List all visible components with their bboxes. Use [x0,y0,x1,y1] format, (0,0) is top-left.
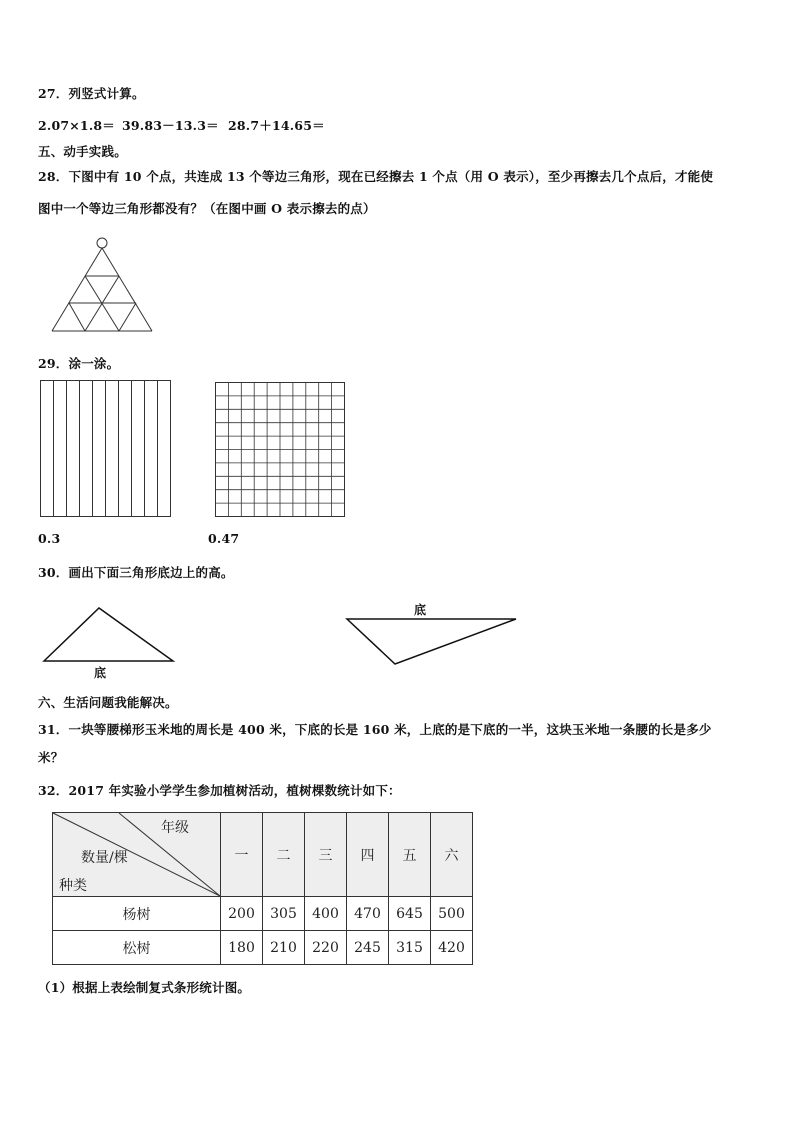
table-cell: 200 [221,897,263,931]
corner-label-type: 种类 [59,878,87,894]
q31-text-line1: 31．一块等腰梯形玉米地的周长是 400 米，下底的长是 160 米，上底的是下底的一半，这块玉米地一条腰的长是多少 [38,722,712,737]
table-cell: 220 [305,931,347,965]
q28-text-line1: 28．下图中有 10 个点，共连成 13 个等边三角形，现在已经擦去 1 个点（用 O 表示），至少再擦去几个点后，才能使 [38,169,714,184]
table-cell: 245 [347,931,389,965]
q27-expr-1: 2.07×1.8＝ [38,118,115,133]
grade-header-1: 一 [221,813,263,897]
triangle-2[interactable] [345,616,520,668]
table-row-poplar [53,897,473,931]
table-row-pine [53,931,473,965]
q27-title: 27．列竖式计算。 [38,86,145,101]
q32-title: 32．2017 年实验小学学生参加植树活动，植树棵数统计如下： [38,783,401,798]
triangle-2-base-label: 底 [414,603,427,617]
table-cell: 470 [347,897,389,931]
q32-sub1: （1）根据上表绘制复式条形统计图。 [38,980,251,995]
q29-title: 29．涂一涂。 [38,356,120,371]
q27-expr-3: 28.7＋14.65＝ [228,118,325,133]
table-cell: 305 [263,897,305,931]
q31-text-line2: 米？ [38,750,64,765]
q27-expr-2: 39.83－13.3＝ [122,118,219,133]
section6-heading: 六、生活问题我能解决。 [38,695,178,710]
triangle-1[interactable] [42,606,182,666]
row-label-poplar: 杨树 [53,897,221,931]
table-cell: 400 [305,897,347,931]
erased-point-circle [97,238,107,248]
q28-text-line2: 图中一个等边三角形都没有？（在图中画 O 表示擦去的点） [38,201,376,216]
section5-heading: 五、动手实践。 [38,144,127,159]
grade-header-5: 五 [389,813,431,897]
table-cell: 420 [431,931,473,965]
tenths-strip-grid[interactable] [40,380,172,518]
grade-header-4: 四 [347,813,389,897]
grade-header-2: 二 [263,813,305,897]
table-cell: 180 [221,931,263,965]
q29-label-left: 0.3 [38,531,61,546]
tree-count-table [52,812,473,965]
table-cell: 500 [431,897,473,931]
grade-header-6: 六 [431,813,473,897]
corner-label-grade: 年级 [161,820,189,836]
table-cell: 210 [263,931,305,965]
table-cell: 645 [389,897,431,931]
hundredths-grid[interactable] [215,382,347,520]
table-corner-header [53,813,221,897]
q30-title: 30．画出下面三角形底边上的高。 [38,565,234,580]
row-label-pine: 松树 [53,931,221,965]
corner-label-quantity: 数量/棵 [81,850,128,866]
triangle-points-figure[interactable] [50,236,160,336]
table-cell: 315 [389,931,431,965]
grade-header-3: 三 [305,813,347,897]
triangle-1-base-label: 底 [94,666,107,680]
q29-label-right: 0.47 [208,531,240,546]
